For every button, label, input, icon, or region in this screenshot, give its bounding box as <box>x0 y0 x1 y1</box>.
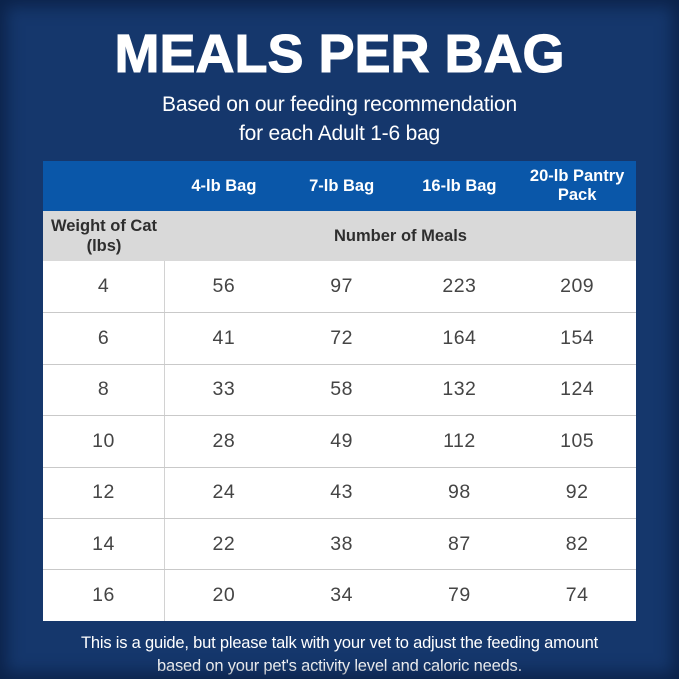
page-title: MEALS PER BAG <box>114 24 565 84</box>
meals-cell: 24 <box>212 481 236 504</box>
meals-cell: 105 <box>560 429 595 452</box>
table-subheader-row <box>43 211 636 261</box>
weight-cell: 16 <box>43 570 165 620</box>
meals-cell: 34 <box>330 584 353 607</box>
footer-line-1: This is a guide, but please talk with your vet to adjust the feeding amount <box>81 633 598 652</box>
table-row <box>43 518 636 569</box>
table-row <box>43 261 636 312</box>
meals-cell: 49 <box>330 429 353 452</box>
weight-cell: 14 <box>43 519 165 569</box>
meals-cell: 28 <box>212 429 236 452</box>
page-subtitle <box>0 90 679 148</box>
column-header-7lb-bag: 7-lb Bag <box>309 176 375 195</box>
meals-cell: 164 <box>442 327 477 350</box>
header-spacer-cell <box>43 161 165 211</box>
meals-cell: 38 <box>330 532 353 555</box>
meals-cell: 56 <box>212 275 236 298</box>
weight-cell: 4 <box>43 261 165 312</box>
subtitle-line-1: Based on our feeding recommendation <box>162 93 517 116</box>
weight-cell: 8 <box>43 365 165 415</box>
meals-cell: 223 <box>442 275 477 298</box>
table-row <box>43 467 636 518</box>
table-row <box>43 569 636 620</box>
meals-cell: 209 <box>560 275 595 298</box>
meals-cell: 58 <box>330 378 353 401</box>
table-row <box>43 364 636 415</box>
footer-line-2: based on your pet's activity level and caloric needs. <box>157 656 522 675</box>
meals-cell: 112 <box>443 429 476 452</box>
meals-cell: 72 <box>330 327 353 350</box>
table-row <box>43 415 636 466</box>
meals-cell: 22 <box>212 532 236 555</box>
column-header-16lb-bag: 16-lb Bag <box>422 176 497 195</box>
column-header-20lb-pantry-pack: 20-lb Pantry Pack <box>529 167 625 204</box>
meals-cell: 124 <box>560 378 595 401</box>
meals-cell: 97 <box>330 275 353 298</box>
subtitle-line-2: for each Adult 1-6 bag <box>238 122 441 145</box>
table-row <box>43 312 636 363</box>
meals-cell: 82 <box>565 532 589 555</box>
meals-cell: 74 <box>565 584 589 607</box>
meals-cell: 98 <box>448 481 471 504</box>
weight-cell: 12 <box>43 468 165 518</box>
meals-per-bag-table <box>43 161 636 621</box>
meals-cell: 20 <box>212 584 236 607</box>
table-body <box>43 261 636 621</box>
number-of-meals-header: Number of Meals <box>334 227 467 245</box>
column-header-4lb-bag: 4-lb Bag <box>191 176 257 195</box>
meals-cell: 132 <box>442 378 477 401</box>
meals-cell: 79 <box>448 584 471 607</box>
meals-cell: 87 <box>448 532 471 555</box>
weight-header-line-1: Weight of Cat <box>50 217 158 235</box>
table-header-row <box>43 161 636 211</box>
meals-cell: 41 <box>212 327 236 350</box>
weight-header-line-2: (lbs) <box>86 237 122 255</box>
weight-cell: 6 <box>43 313 165 363</box>
meals-cell: 92 <box>565 481 589 504</box>
meals-cell: 154 <box>560 327 595 350</box>
meals-cell: 33 <box>212 378 236 401</box>
weight-cell: 10 <box>43 416 165 466</box>
meals-cell: 43 <box>330 481 353 504</box>
weight-of-cat-header <box>43 211 165 261</box>
footer-note <box>0 632 679 678</box>
